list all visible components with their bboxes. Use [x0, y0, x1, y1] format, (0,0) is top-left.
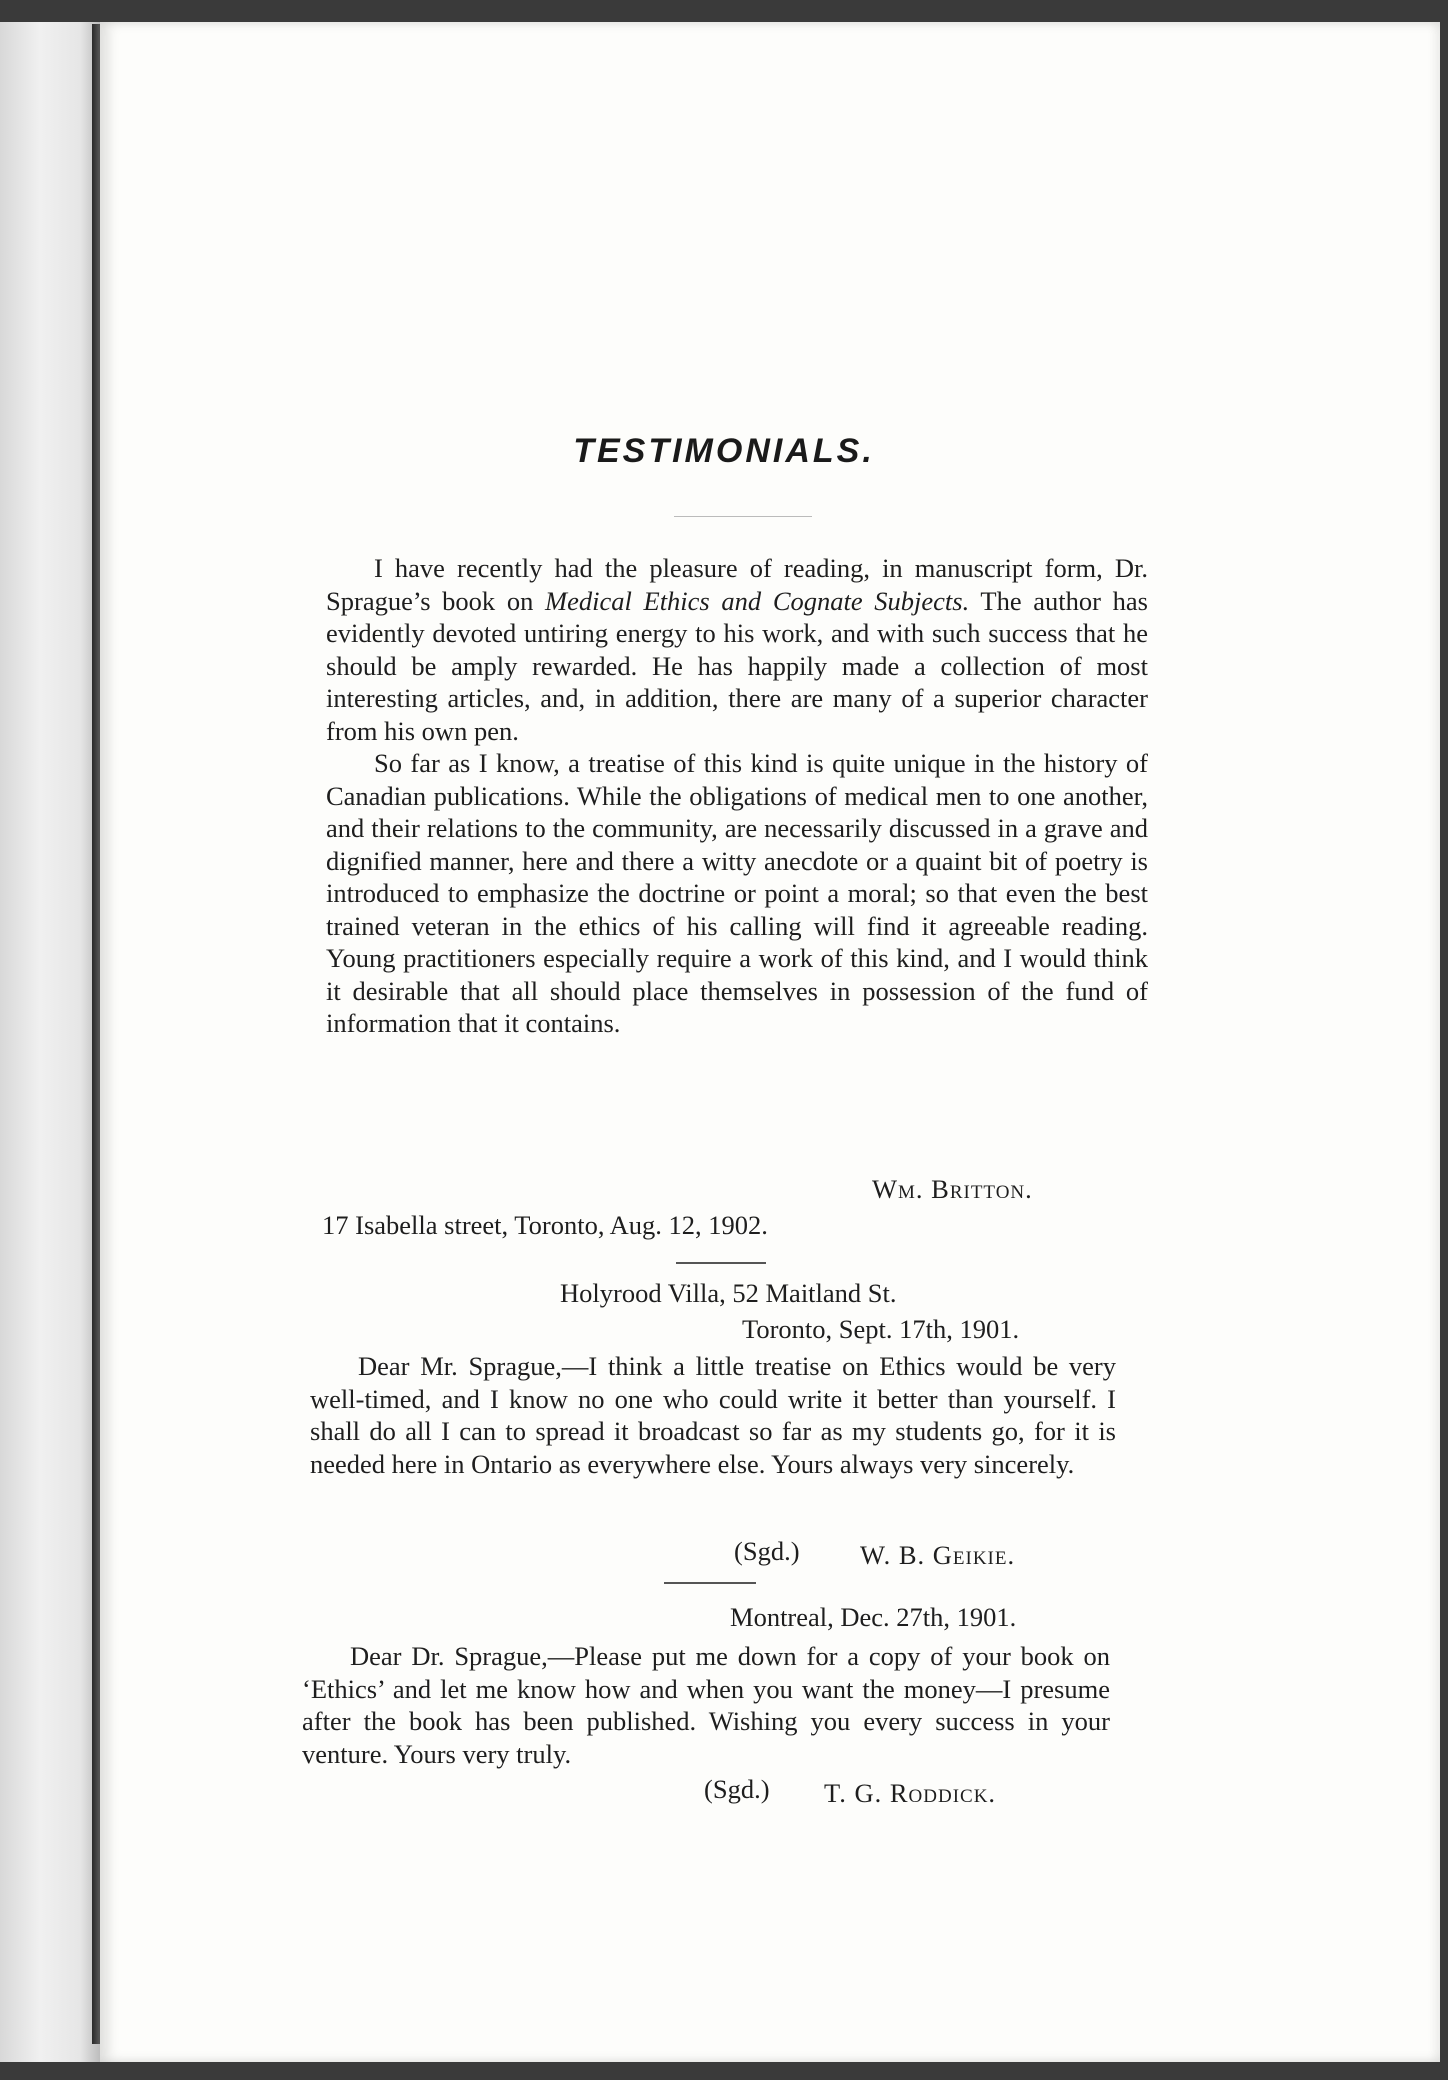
roddick-letter: Dear Dr. Sprague,—Please put me down for a copy of your book on ‘Ethics’ and let me know how and when you want the money—I presume after the book has been published. Wishing you every success in your venture. Yours very truly. — [302, 1641, 1110, 1769]
roddick-sgd: (Sgd.) — [704, 1774, 770, 1804]
britton-paragraph-1: I have recently had the pleasure of reading, in manuscript form, Dr. Sprague’s book on Medical Ethics and Cognate Subjects. The author has evidently devoted untiring energy to his work, and with such success that he should be amply rewarded. He has happily made a collection of most interesting articles, and, in addition, there are many of a superior character from his own pen. — [326, 553, 1148, 746]
britton-address: 17 Isabella street, Toronto, Aug. 12, 1902. — [322, 1210, 768, 1240]
geikie-letter: Dear Mr. Sprague,—I think a little treatise on Ethics would be very well-timed, and I know no one who could write it better than yourself. I shall do all I can to spread it broadcast so far as my students go, for it is needed here in Ontario as everywhere else. Yours always very sincerely. — [310, 1351, 1116, 1479]
testimonial-britton — [326, 552, 1148, 1040]
facing-page-edge — [0, 22, 100, 2062]
divider-2 — [664, 1582, 756, 1584]
britton-signature: Wm. Britton. — [872, 1174, 1033, 1204]
roddick-signature: T. G. Roddick. — [824, 1778, 997, 1808]
geikie-sgd: (Sgd.) — [734, 1536, 800, 1566]
title-divider — [674, 516, 812, 517]
roddick-date: Montreal, Dec. 27th, 1901. — [730, 1602, 1017, 1632]
geikie-date: Toronto, Sept. 17th, 1901. — [742, 1314, 1020, 1344]
divider-1 — [676, 1262, 766, 1264]
book-title: Medical Ethics and Cognate Subjects. — [545, 585, 970, 616]
britton-paragraph-2: So far as I know, a treatise of this kind is quite unique in the history of Canadian publications. While the obligations of medical men to one another, and their relations to the community, are necessarily discussed in a grave and dignified manner, here and there a witty anecdote or a quaint bit of poetry is introduced to emphasize the doctrine or point a moral; so that even the best trained veteran in the ethics of his calling will find it agreeable reading. Young practitioners especially require a work of this kind, and I would think it desirable that all should place themselves in possession of the fund of information that it contains. — [326, 748, 1148, 1038]
page-title: TESTIMONIALS. — [573, 432, 875, 470]
geikie-place: Holyrood Villa, 52 Maitland St. — [560, 1278, 897, 1308]
geikie-signature: W. B. Geikie. — [860, 1540, 1016, 1570]
